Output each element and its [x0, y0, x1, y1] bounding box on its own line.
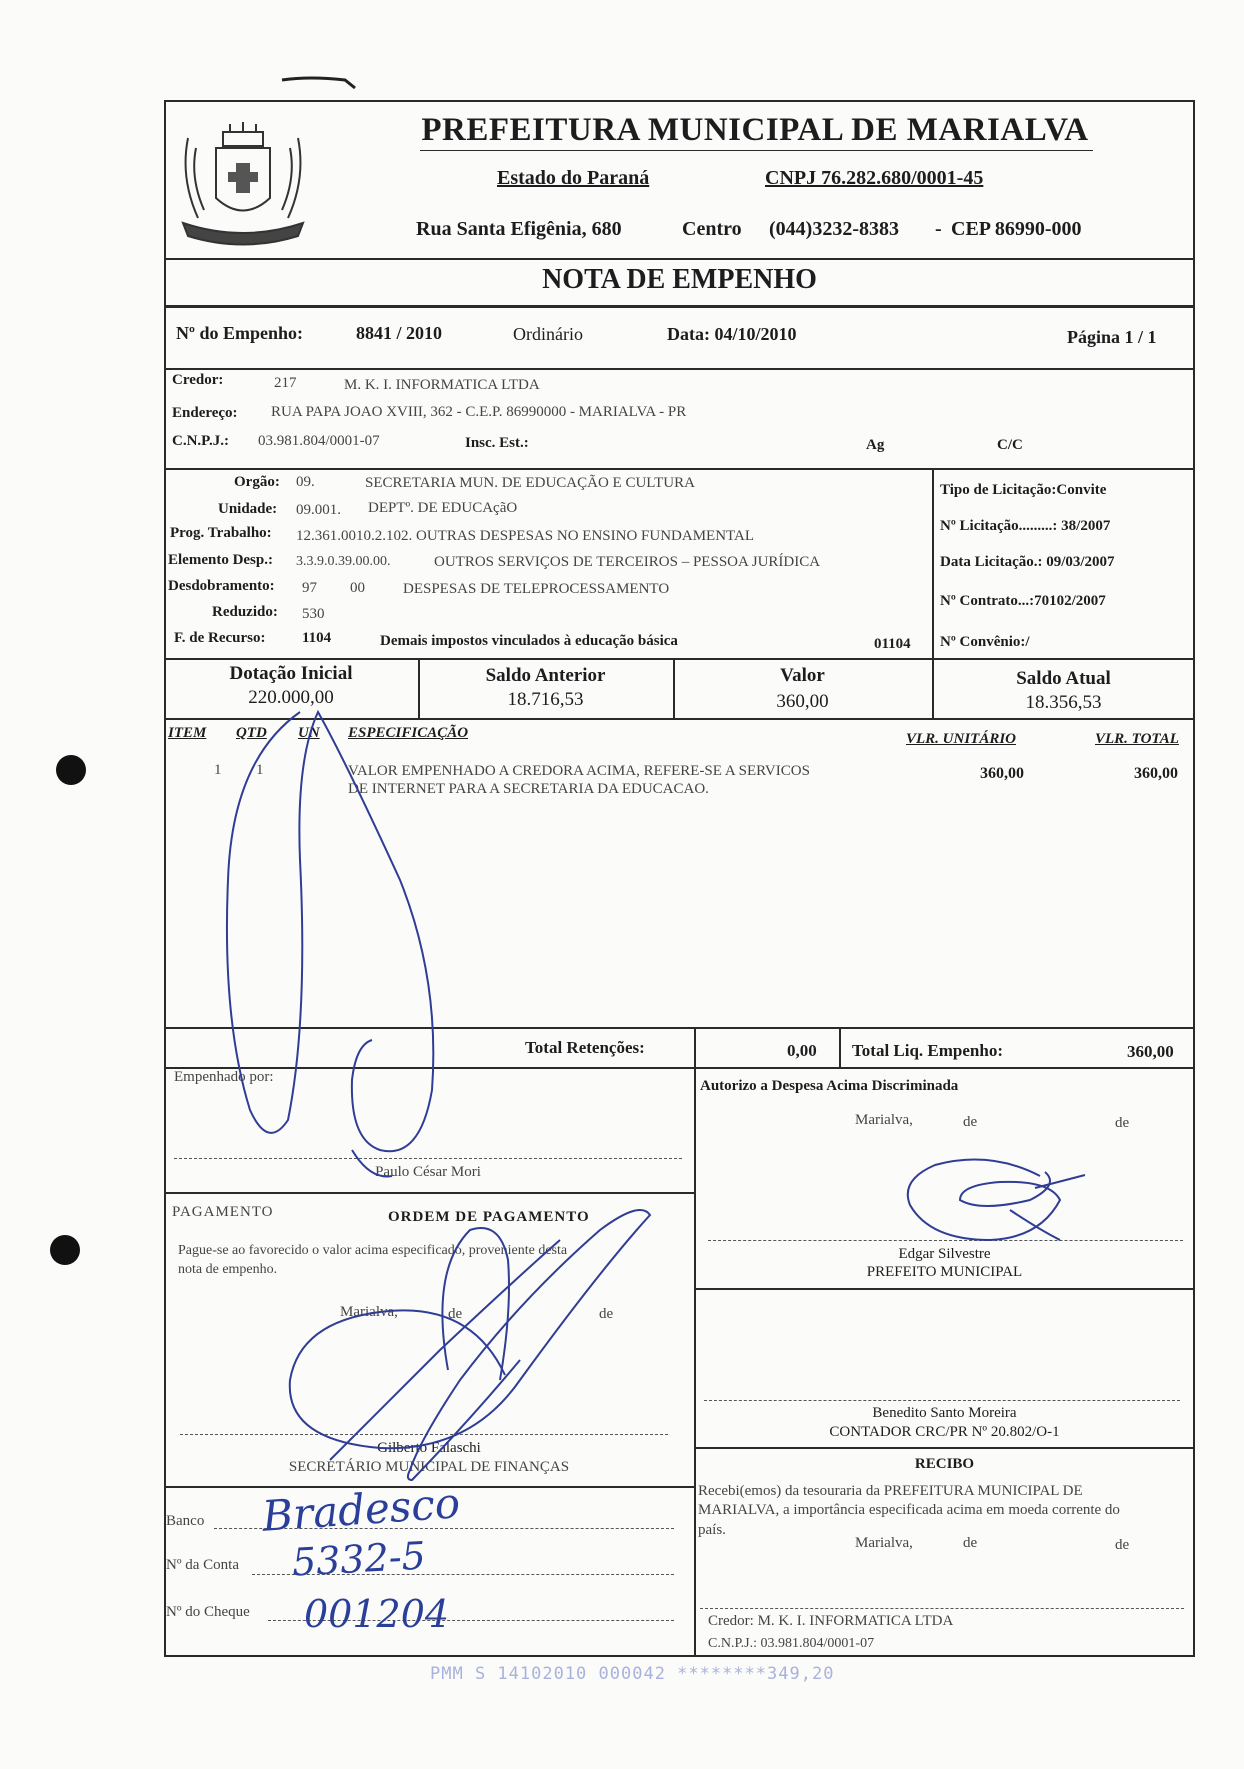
- header-phone: (044)3232-8383: [769, 218, 899, 240]
- col-espec: ESPECIFICAÇÃO: [348, 725, 469, 741]
- item-unit-value: 360,00: [980, 765, 1024, 782]
- desd-value: DESPESAS DE TELEPROCESSAMENTO: [403, 581, 670, 597]
- col-total: VLR. TOTAL: [1095, 731, 1179, 747]
- ordem-label: ORDEM DE PAGAMENTO: [388, 1209, 590, 1225]
- header-sep: -: [935, 218, 942, 240]
- autorizo-de2: de: [1115, 1115, 1130, 1131]
- insc-label: Insc. Est.:: [465, 435, 529, 451]
- unidade-name: DEPTº. DE EDUCAçãO: [368, 500, 518, 516]
- divider-vertical: [932, 468, 934, 660]
- cheque-handwritten: 001204: [304, 1592, 450, 1636]
- orgao-name: SECRETARIA MUN. DE EDUCAÇÃO E CULTURA: [365, 475, 695, 491]
- desd-a: 97: [302, 580, 317, 596]
- recibo-title: RECIBO: [914, 1456, 975, 1472]
- secretario-role: SECRETÁRIO MUNICIPAL DE FINANÇAS: [288, 1459, 570, 1475]
- recibo-line2: MARIALVA, a importância especificada acima em moeda corrente do: [698, 1502, 1120, 1518]
- empenhado-label: Empenhado por:: [174, 1069, 274, 1085]
- reduzido-value: 530: [302, 606, 325, 622]
- divider-vertical: [839, 1027, 841, 1067]
- pagamento-text2: nota de empenho.: [178, 1262, 278, 1277]
- desd-b: 00: [350, 580, 365, 596]
- recibo-credor: Credor: M. K. I. INFORMATICA LTDA: [708, 1613, 954, 1629]
- header-title: PREFEITURA MUNICIPAL DE MARIALVA: [421, 112, 1089, 148]
- item-desc-line2: DE INTERNET PARA A SECRETARIA DA EDUCACAO.: [348, 781, 709, 797]
- credor-name: M. K. I. INFORMATICA LTDA: [344, 377, 540, 393]
- retencoes-value: 0,00: [787, 1041, 817, 1060]
- banco-handwritten: Bradesco: [260, 1478, 462, 1541]
- punch-hole-bottom: [50, 1235, 80, 1265]
- contador-name: Benedito Santo Moreira: [872, 1405, 1017, 1421]
- retencoes-label: Total Retenções:: [525, 1038, 645, 1057]
- unidade-code: 09.001.: [296, 502, 341, 518]
- recibo-de1: de: [963, 1535, 978, 1551]
- credor-code: 217: [274, 375, 297, 391]
- signature-line: [174, 1158, 682, 1159]
- header-cnpj: CNPJ 76.282.680/0001-45: [765, 167, 984, 189]
- liq-value: 360,00: [1127, 1042, 1174, 1061]
- endereco-label: Endereço:: [172, 405, 238, 421]
- empenho-number: 8841 / 2010: [356, 323, 443, 343]
- divider: [164, 718, 1195, 720]
- autorizo-label: Autorizo a Despesa Acima Discriminada: [700, 1078, 959, 1094]
- item-total-value: 360,00: [1134, 765, 1178, 782]
- empenho-date: Data: 04/10/2010: [667, 324, 797, 344]
- conta-label: Nº da Conta: [166, 1557, 239, 1573]
- credor-label: Credor:: [172, 372, 224, 388]
- header-state: Estado do Paraná: [497, 167, 650, 189]
- divider: [164, 368, 1195, 370]
- header-district: Centro: [682, 218, 742, 240]
- conta-handwritten: 5332-5: [290, 1533, 427, 1585]
- licitacao-contrato: Nº Contrato...:70102/2007: [940, 593, 1106, 609]
- col-un: UN: [298, 725, 320, 741]
- saldo-anterior-label: Saldo Anterior: [485, 665, 606, 686]
- desd-label: Desdobramento:: [168, 578, 275, 594]
- col-item: ITEM: [168, 725, 207, 741]
- divider: [164, 1192, 694, 1194]
- doc-title: NOTA DE EMPENHO: [542, 264, 817, 295]
- signature-line: [700, 1608, 1184, 1609]
- prog-value: 12.361.0010.2.102. OUTRAS DESPESAS NO ENSINO FUNDAMENTAL: [296, 528, 754, 544]
- punch-hole-top: [56, 755, 86, 785]
- signature-line: [708, 1240, 1183, 1241]
- orgao-label: Orgão:: [234, 474, 280, 490]
- saldo-atual-value: 18.356,53: [1025, 692, 1102, 713]
- credor-cnpj: 03.981.804/0001-07: [258, 433, 380, 449]
- pagamento-text1: Pague-se ao favorecido o valor acima especificado, proveniente desta: [178, 1243, 568, 1258]
- header-address: Rua Santa Efigênia, 680: [416, 218, 622, 240]
- licitacao-data: Data Licitação.: 09/03/2007: [940, 554, 1115, 570]
- reduzido-label: Reduzido:: [212, 604, 278, 620]
- recibo-line3: país.: [698, 1522, 726, 1538]
- liq-label: Total Liq. Empenho:: [852, 1041, 1003, 1060]
- saldo-anterior-value: 18.716,53: [507, 689, 584, 710]
- orgao-code: 09.: [296, 474, 315, 490]
- signature-line: [704, 1400, 1180, 1401]
- recurso-label: F. de Recurso:: [174, 630, 266, 646]
- divider: [164, 468, 1195, 470]
- secretario-name: Gilberto Falaschi: [377, 1440, 481, 1456]
- col-qtd: QTD: [236, 725, 267, 741]
- empenho-label: Nº do Empenho:: [176, 323, 303, 343]
- divider: [164, 1027, 1195, 1029]
- credor-endereco: RUA PAPA JOAO XVIII, 362 - C.E.P. 86990000 - MARIALVA - PR: [271, 404, 687, 420]
- page-number: Página 1 / 1: [1067, 327, 1157, 347]
- unidade-label: Unidade:: [218, 501, 278, 517]
- saldo-atual-label: Saldo Atual: [1016, 668, 1111, 689]
- cnpj-label: C.N.P.J.:: [172, 433, 229, 449]
- pagamento-de1: de: [448, 1306, 463, 1322]
- ag-label: Ag: [866, 437, 885, 453]
- prefeito-name: Edgar Silvestre: [898, 1246, 991, 1262]
- dotacao-inicial-label: Dotação Inicial: [229, 663, 353, 684]
- recibo-city: Marialva,: [855, 1535, 913, 1551]
- elem-label: Elemento Desp.:: [168, 552, 273, 568]
- empenhado-name: Paulo César Mori: [375, 1164, 481, 1180]
- recurso-code2: 01104: [874, 636, 911, 652]
- valor-value: 360,00: [776, 691, 829, 712]
- coat-of-arms-icon: [168, 118, 318, 248]
- contador-role: CONTADOR CRC/PR Nº 20.802/O-1: [829, 1424, 1060, 1440]
- prog-label: Prog. Trabalho:: [170, 525, 272, 541]
- recibo-de2: de: [1115, 1537, 1130, 1553]
- divider: [164, 258, 1195, 260]
- licitacao-tipo: Tipo de Licitação:Convite: [940, 482, 1107, 498]
- banco-label: Banco: [166, 1513, 205, 1529]
- autorizo-city: Marialva,: [855, 1112, 913, 1128]
- item-desc-line1: VALOR EMPENHADO A CREDORA ACIMA, REFERE-SE A SERVICOS: [348, 763, 810, 779]
- divider: [164, 1067, 1195, 1069]
- title-underline: [420, 150, 1093, 151]
- elem-code: 3.3.9.0.39.00.00.: [296, 554, 391, 569]
- divider: [164, 658, 1195, 660]
- pagamento-de2: de: [599, 1306, 614, 1322]
- empenho-type: Ordinário: [513, 324, 583, 344]
- valor-label: Valor: [780, 665, 825, 686]
- dotacao-inicial-value: 220.000,00: [248, 687, 334, 708]
- elem-value: OUTROS SERVIÇOS DE TERCEIROS – PESSOA JURÍDICA: [434, 554, 821, 570]
- col-unit: VLR. UNITÁRIO: [906, 731, 1017, 747]
- prefeito-role: PREFEITO MUNICIPAL: [866, 1264, 1023, 1280]
- autorizo-de1: de: [963, 1114, 978, 1130]
- item-number: 1: [214, 762, 222, 778]
- divider: [694, 1288, 1195, 1290]
- divider: [164, 305, 1195, 308]
- divider-vertical: [694, 1027, 696, 1067]
- pagamento-label: PAGAMENTO: [172, 1204, 274, 1220]
- pagamento-city: Marialva,: [340, 1304, 398, 1320]
- divider-vertical: [694, 1067, 696, 1655]
- bank-stamp: PMM S 14102010 000042 ********349,20: [430, 1664, 835, 1684]
- header-cep: CEP 86990-000: [951, 218, 1082, 240]
- signature-line: [180, 1434, 668, 1435]
- recibo-cnpj: C.N.P.J.: 03.981.804/0001-07: [708, 1636, 875, 1651]
- cc-label: C/C: [997, 437, 1023, 453]
- item-qtd: 1: [256, 762, 264, 778]
- cheque-label: Nº do Cheque: [166, 1604, 250, 1620]
- recibo-line1: Recebi(emos) da tesouraria da PREFEITURA MUNICIPAL DE: [698, 1483, 1083, 1499]
- licitacao-convenio: Nº Convênio:/: [940, 634, 1030, 650]
- recurso-code: 1104: [302, 630, 332, 646]
- recurso-value: Demais impostos vinculados à educação básica: [380, 633, 678, 649]
- divider: [694, 1447, 1195, 1449]
- licitacao-numero: Nº Licitação.........: 38/2007: [940, 518, 1111, 534]
